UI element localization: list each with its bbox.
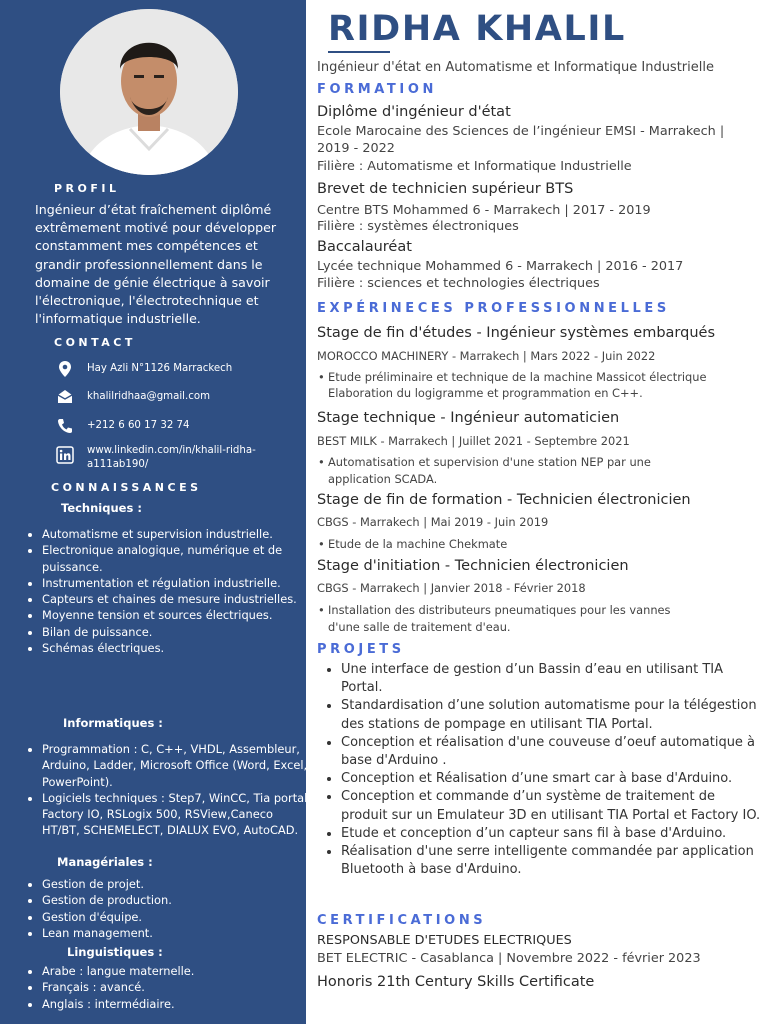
profil-title: PROFIL — [54, 182, 120, 195]
formation-title: FORMATION — [317, 82, 437, 97]
connaissances-title: CONNAISSANCES — [51, 481, 202, 494]
contact-linkedin[interactable] — [56, 444, 286, 476]
list-item: • Capteurs et chaines de mesure industrielles. — [42, 591, 312, 607]
certifications-title: CERTIFICATIONS — [317, 913, 487, 928]
list-item: • Une interface de gestion d’un Bassin d’eau en utilisant TIA Portal. — [341, 661, 765, 697]
exp-2-bullet-continued — [328, 471, 758, 488]
degree-2-field: Filière : systèmes électroniques — [317, 219, 519, 234]
list-item: • Schémas électriques. — [42, 640, 312, 656]
candidate-tagline: Ingénieur d'état en Automatisme et Informatique Industrielle — [317, 60, 714, 75]
contact-email[interactable] — [56, 388, 286, 408]
projets-list — [317, 661, 765, 879]
degree-3-field: Filière : sciences et technologies électriques — [317, 276, 600, 291]
manageriales-subtitle: Managériales : — [57, 855, 153, 869]
email-icon — [56, 388, 74, 406]
exp-4-bullet-continued — [328, 619, 758, 636]
list-item: • Conception et commande d’un système de traitement de produit sur un Emulateur 3D en utilisant TIA Portal et Factory IO. — [341, 788, 765, 824]
cert-2-title: Honoris 21th Century Skills Certificate — [317, 974, 595, 990]
degree-3-school: Lycée technique Mohammed 6 - Marrakech | 2016 - 2017 — [317, 259, 684, 274]
exp-1-meta: MOROCCO MACHINERY - Marrakech | Mars 2022 - Juin 2022 — [317, 349, 656, 363]
list-item: • Gestion de projet. — [42, 876, 312, 892]
contact-linkedin-line1[interactable]: www.linkedin.com/in/khalil-ridha- — [87, 445, 256, 456]
exp-4-bullet-line1: Installation des distributeurs pneumatiques pour les vannes — [328, 603, 671, 617]
list-item: • Moyenne tension et sources électriques. — [42, 607, 312, 623]
exp-3-bullet: • Etude de la machine Chekmate — [318, 537, 508, 551]
exp-1-bullet: • Etude préliminaire et technique de la machine Massicot électrique — [318, 370, 707, 384]
contact-linkedin-line2[interactable]: a111ab190/ — [87, 459, 149, 470]
exp-4-bullet-line2: d'une salle de traitement d'eau. — [328, 620, 511, 634]
exp-3-title: Stage de fin de formation - Technicien électronicien — [317, 492, 691, 508]
exp-4-title: Stage d'initiation - Technicien électronicien — [317, 558, 629, 574]
exp-1-bullet-continued — [328, 385, 758, 402]
projets-title: PROJETS — [317, 642, 405, 657]
list-item: • Standardisation d’une solution automatisme pour la télégestion des stations de pompage en utilisant TIA Portal. — [341, 697, 765, 733]
contact-address-text: Hay Azli N°1126 Marrackech — [87, 363, 233, 374]
list-item: • Français : avancé. — [42, 979, 312, 995]
profile-photo — [60, 9, 238, 175]
exp-2-bullet-line2: application SCADA. — [328, 472, 438, 486]
exp-4-meta: CBGS - Marrakech | Janvier 2018 - Février 2018 — [317, 581, 586, 595]
list-item: • Réalisation d'une serre intelligente commandée par application Bluetooth à base d'Arduino. — [341, 843, 765, 879]
experience-title: EXPÉRINECES PROFESSIONNELLES — [317, 301, 670, 316]
exp-1-bullet-line1: Etude préliminaire et technique de la machine Massicot électrique — [328, 370, 707, 384]
techniques-subtitle: Techniques : — [61, 501, 142, 515]
list-item: • Gestion d'équipe. — [42, 909, 312, 925]
exp-4-bullet: • Installation des distributeurs pneumatiques pour les vannes — [318, 603, 671, 617]
list-item: • Bilan de puissance. — [42, 624, 312, 640]
list-item: • Etude et conception d’un capteur sans fil à base d'Arduino. — [341, 825, 765, 843]
list-item: • Instrumentation et régulation industrielle. — [42, 575, 312, 591]
exp-2-meta: BEST MILK - Marrakech | Juillet 2021 - Septembre 2021 — [317, 434, 630, 448]
informatiques-subtitle: Informatiques : — [63, 716, 163, 730]
informatiques-list — [24, 741, 312, 839]
linguistiques-list — [24, 963, 312, 1012]
degree-2-school: Centre BTS Mohammed 6 - Marrakech | 2017 - 2019 — [317, 203, 651, 218]
exp-3-meta: CBGS - Marrakech | Mai 2019 - Juin 2019 — [317, 515, 549, 529]
list-item: • Programmation : C, C++, VHDL, Assembleur, Arduino, Ladder, Microsoft Office (Word, Excel, PowerPoint). — [42, 741, 312, 790]
sidebar — [0, 0, 311, 1024]
list-item: • Conception et réalisation d'une couveuse d’oeuf automatique à base d'Arduino . — [341, 734, 765, 770]
degree-2-title: Brevet de technicien supérieur BTS — [317, 181, 574, 197]
techniques-list — [24, 526, 312, 656]
contact-phone-text[interactable]: +212 6 60 17 32 74 — [87, 420, 190, 431]
list-item: • Automatisme et supervision industrielle. — [42, 526, 312, 542]
name-underline — [328, 51, 390, 53]
phone-icon — [56, 417, 74, 435]
list-item: • Electronique analogique, numérique et de puissance. — [42, 542, 312, 575]
degree-1-dates: 2019 - 2022 — [317, 141, 395, 156]
list-item: • Arabe : langue maternelle. — [42, 963, 312, 979]
exp-1-title: Stage de fin d'études - Ingénieur systèmes embarqués — [317, 325, 715, 341]
linkedin-icon — [56, 446, 74, 464]
main-content — [306, 0, 768, 1024]
contact-phone[interactable] — [56, 417, 286, 437]
degree-1-title: Diplôme d'ingénieur d'état — [317, 104, 511, 120]
cert-1-title: RESPONSABLE D'ETUDES ELECTRIQUES — [317, 933, 572, 948]
location-pin-icon — [56, 360, 74, 378]
linguistiques-subtitle: Linguistiques : — [67, 945, 163, 959]
list-item: • Gestion de production. — [42, 892, 312, 908]
exp-2-bullet-line1: Automatisation et supervision d'une station NEP par une — [328, 455, 651, 469]
exp-2-title: Stage technique - Ingénieur automaticien — [317, 410, 620, 426]
contact-email-text[interactable]: khalilridhaa@gmail.com — [87, 391, 210, 402]
degree-1-field: Filière : Automatisme et Informatique Industrielle — [317, 159, 632, 174]
candidate-name: RIDHA KHALIL — [328, 9, 626, 49]
list-item: • Conception et Réalisation d’une smart car à base d'Arduino. — [341, 770, 765, 788]
manageriales-list — [24, 876, 312, 941]
list-item: • Anglais : intermédiaire. — [42, 996, 312, 1012]
exp-1-bullet-line2: Elaboration du logigramme et programmation en C++. — [328, 386, 643, 400]
degree-1-school: Ecole Marocaine des Sciences de l’ingénieur EMSI - Marrakech | — [317, 124, 725, 139]
exp-3-bullet-line1: Etude de la machine Chekmate — [328, 537, 508, 551]
contact-address — [56, 360, 286, 380]
cert-1-meta: BET ELECTRIC - Casablanca | Novembre 2022 - février 2023 — [317, 951, 701, 966]
contact-title: CONTACT — [54, 336, 136, 349]
list-item: • Logiciels techniques : Step7, WinCC, Tia portal, Factory IO, RSLogix 500, RSView,Caneco HT/BT, SCHEMELECT, DIALUX EVO, AutoCAD. — [42, 790, 312, 839]
profil-text: Ingénieur d’état fraîchement diplômé extrêmement motivé pour développer constamment mes compétences et grandir professionnellement dans le domaine de génie électrique à savoir l'électronique, l'électrotechnique et l'informatique industrielle. — [35, 202, 277, 327]
degree-3-title: Baccalauréat — [317, 239, 412, 255]
list-item: • Lean management. — [42, 925, 312, 941]
exp-2-bullet: • Automatisation et supervision d'une station NEP par une — [318, 455, 651, 469]
